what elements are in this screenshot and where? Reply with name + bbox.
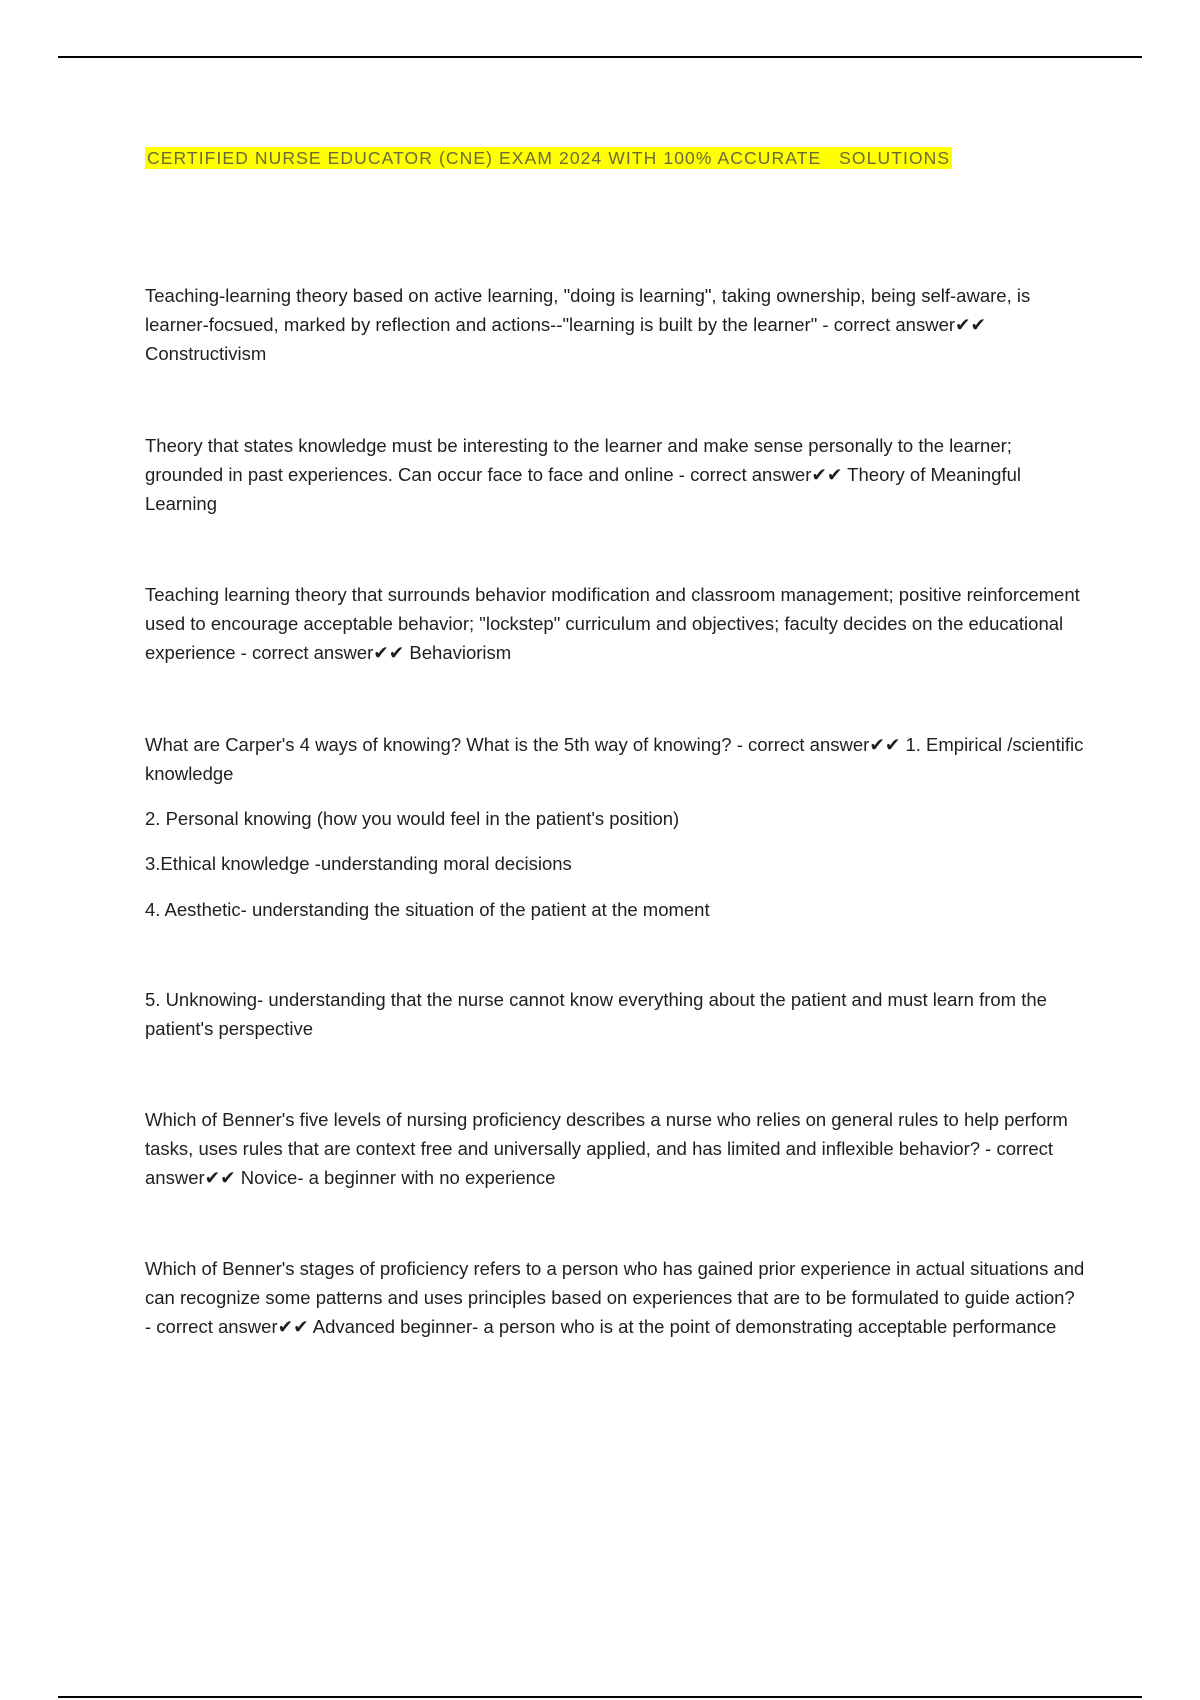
- bottom-rule: [58, 1696, 1142, 1698]
- top-rule: [58, 56, 1142, 58]
- qa-entry-carper-ways: What are Carper's 4 ways of knowing? What is the 5th way of knowing? - correct answer✔✔ 1. Empirical /scientific knowledge: [145, 734, 1084, 784]
- qa-entry-behaviorism: Teaching learning theory that surrounds behavior modification and classroom management; positive reinforcement used to encourage acceptable behavior; "lockstep" curriculum and objectives; faculty decides on the educational experience - correct answer✔✔ Behaviorism: [145, 584, 1080, 663]
- carper-item-personal: 2. Personal knowing (how you would feel in the patient's position): [145, 808, 680, 829]
- qa-entry-constructivism: Teaching-learning theory based on active learning, "doing is learning", taking ownership, being self-aware, is learner-focsued, marked by reflection and actions--"learning is built by the learner" - correct answer✔✔ Constructivism: [145, 285, 1031, 364]
- carper-item-unknowing: 5. Unknowing- understanding that the nurse cannot know everything about the patient and must learn from the patient's perspective: [145, 989, 1047, 1039]
- document-title-block: [145, 146, 952, 170]
- qa-entry-benner-novice: Which of Benner's five levels of nursing proficiency describes a nurse who relies on general rules to help perform tasks, uses rules that are context free and universally applied, and has limited and inflexible behavior? - correct answer✔✔ Novice- a beginner with no experience: [145, 1109, 1068, 1188]
- carper-item-ethical: 3.Ethical knowledge -understanding moral decisions: [145, 853, 572, 874]
- qa-entry-meaningful-learning: Theory that states knowledge must be interesting to the learner and make sense personally to the learner; grounded in past experiences. Can occur face to face and online - correct answer✔✔ Theory of Meaningful Learning: [145, 435, 1021, 514]
- carper-item-aesthetic: 4. Aesthetic- understanding the situation of the patient at the moment: [145, 899, 710, 920]
- qa-entry-benner-advanced-beginner: Which of Benner's stages of proficiency refers to a person who has gained prior experience in actual situations and can recognize some patterns and uses principles based on experiences that are to be formulated to guide action? - correct answer✔✔ Advanced beginner- a person who is at the point of demonstrating acceptable performance: [145, 1258, 1085, 1337]
- document-title: CERTIFIED NURSE EDUCATOR (CNE) EXAM 2024 WITH 100% ACCURATE SOLUTIONS: [147, 148, 951, 168]
